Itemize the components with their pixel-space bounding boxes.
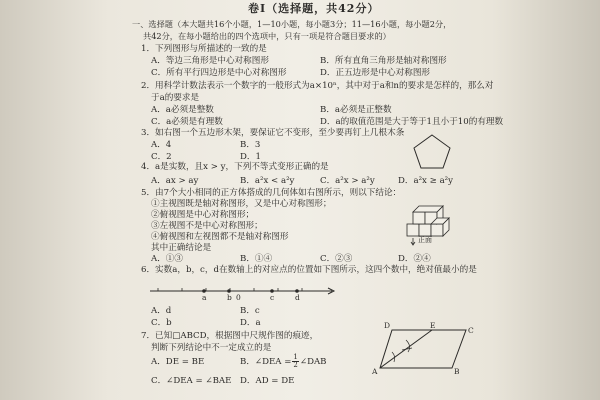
cube-front-label: 正面 [418,236,432,244]
number-line-label-c: c [270,293,275,302]
label-a: A [372,367,378,376]
cube-figure [403,198,463,248]
q5-option-d: D．②④ [398,254,431,264]
q1-option-a: A．等边三角形是中心对称图形 [151,56,269,66]
q7-stem: 7．已知□ABCD，根据图中尺规作图的痕迹， [141,331,319,341]
q2-option-a: A．a必须是整数 [151,105,214,115]
q6-option-a: A．d [151,306,172,316]
q7-option-d: D．AD = DE [240,376,295,386]
q3-option-d: D．1 [240,152,261,162]
q5-option-c: C．②③ [320,254,353,264]
q4-option-a: A．ax > ay [151,176,199,186]
number-line-label-zero: 0 [236,293,241,302]
q3-option-a: A．4 [151,140,172,150]
q5-statement-2: ②俯视图是中心对称图形； [151,210,255,220]
q1-option-d: D．正五边形是中心对称图形 [320,68,431,78]
q7-option-a: A．DE = BE [151,357,205,367]
section-one-line1: 一、选择题（本大题共16个小题，1—10小题，每小题3分；11—16小题，每小题2分， [132,19,452,29]
q5-statement-4: ④俯视图和左视图都不是轴对称图形 [151,232,289,242]
q1-stem: 1．下列图形与所描述的一致的是 [141,44,267,54]
q4-option-b: B．a²x < a²y [240,176,295,186]
q6-stem: 6．实数a，b，c，d在数轴上的对应点的位置如下图所示，这四个数中，绝对值最小的是 [141,265,477,275]
q6-option-c: C．b [151,318,172,328]
number-line-label-b: b [227,293,232,302]
q4-option-d: D．a²x ≥ a²y [398,176,453,186]
q4-stem: 4．a是实数，且x > y，下列不等式变形正确的是 [141,162,329,172]
q1-option-c: C．所有平行四边形是中心对称图形 [151,68,287,78]
q4-option-c: C．a²x > a²y [320,176,375,186]
paper-title: 卷Ⅰ（选择题，共42分） [248,2,380,15]
label-b: B [454,367,460,376]
number-line-figure [150,283,340,307]
q5-statement-1: ①主视图既是轴对称图形，又是中心对称图形； [151,199,332,209]
q3-option-c: C．2 [151,152,172,162]
q7-option-b: B．∠DEA = $\frac{1}{2}$ ∠DAB [240,353,327,369]
q2-option-c: C．a必须是有理数 [151,117,223,127]
label-e: E [430,321,436,330]
q2-option-d: D．a的取值范围是大于等于1且小于10的有理数 [320,117,504,127]
number-line-label-d: d [295,293,300,302]
q3-option-b: B．3 [240,140,261,150]
number-line-label-a: a [202,293,207,302]
pentagon-figure [412,134,452,170]
q5-option-b: B．①④ [240,254,273,264]
q2-option-b: B．a必须是正整数 [320,105,392,115]
q3-stem: 3．如右图一个五边形木架，要保证它不变形，至少要再钉上几根木条 [141,128,405,138]
q5-stem: 5．由7个大小相同的正方体搭成的几何体如右图所示，则以下结论： [141,188,402,198]
q7-stem-continued: 判断下列结论中不一定成立的是 [151,343,272,353]
q7-option-c: C．∠DEA = ∠BAE [151,376,232,386]
q1-option-b: B．所有直角三角形是轴对称图形 [320,56,447,66]
q5-statement-3: ③左视图不是中心对称图形； [151,221,263,231]
q5-option-a: A．①③ [151,254,183,264]
q6-option-b: B．c [240,306,260,316]
q5-conclusion-prompt: 其中正确结论是 [151,243,212,253]
parallelogram-figure [372,322,482,374]
label-d: D [384,321,391,330]
q2-stem: 2．用科学计数法表示一个数字的一般形式为a×10ⁿ，其中对于a和n的要求是怎样的，那么对 [141,81,494,91]
q6-option-d: D．a [240,318,261,328]
section-one-line2: 共42分，在每小题给出的四个选项中，只有一项是符合题目要求的） [143,31,391,41]
label-c: C [468,326,474,335]
q2-stem-continued: 于a的要求是 [151,93,200,103]
